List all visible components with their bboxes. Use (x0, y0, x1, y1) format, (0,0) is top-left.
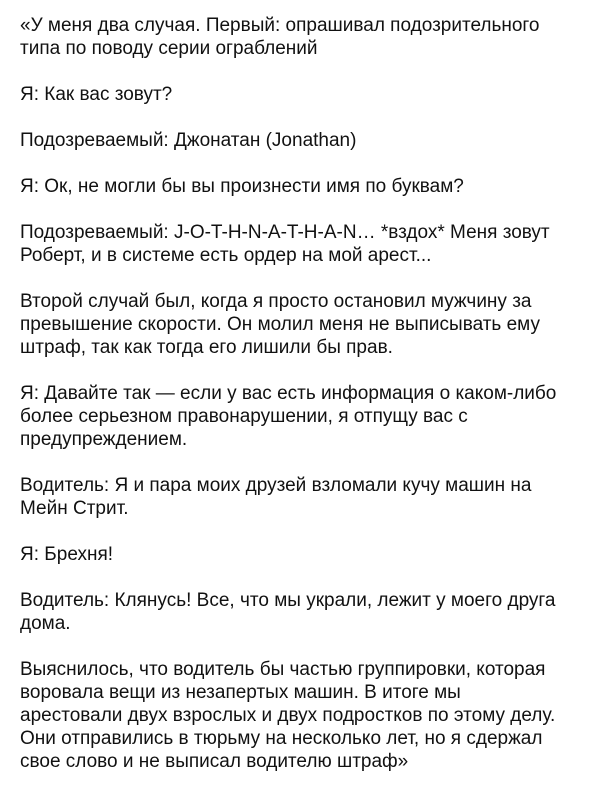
paragraph-me-spell-request: Я: Ок, не могли бы вы произнести имя по буквам? (20, 176, 464, 197)
paragraph-me-disbelief: Я: Брехня! (20, 544, 114, 565)
paragraph-intro: «У меня два случая. Первый: опрашивал подозрительного типа по поводу серии ограблений (20, 15, 540, 59)
paragraph-conclusion: Выяснилось, что водитель бы частью группировки, которая воровала вещи из незапертых машин. В итоге мы арестовали двух взрослых и двух подростков по этому делу. Они отправились в тюрьму на несколько лет, но я сдержал свое слово и не выписал водителю штраф» (20, 659, 556, 772)
paragraph-driver-confession: Водитель: Я и пара моих друзей взломали кучу машин на Мейн Стрит. (20, 475, 532, 519)
story-text (20, 14, 580, 773)
paragraph-me-question-name: Я: Как вас зовут? (20, 84, 173, 105)
paragraph-suspect-answer: Подозреваемый: Джонатан (Jonathan) (20, 130, 357, 151)
paragraph-second-case: Второй случай был, когда я просто остановил мужчину за превышение скорости. Он молил меня не выписывать ему штраф, так как тогда его лишили бы прав. (20, 291, 540, 358)
paragraph-suspect-spelling: Подозреваемый: J-O-T-H-N-A-T-H-A-N… *вздох* Меня зовут Роберт, и в системе есть ордер на мой арест... (20, 222, 550, 266)
paragraph-driver-swear: Водитель: Клянусь! Все, что мы украли, лежит у моего друга дома. (20, 590, 556, 634)
paragraph-me-offer: Я: Давайте так — если у вас есть информация о каком-либо более серьезном правонарушении, я отпущу вас с предупреждением. (20, 383, 557, 450)
